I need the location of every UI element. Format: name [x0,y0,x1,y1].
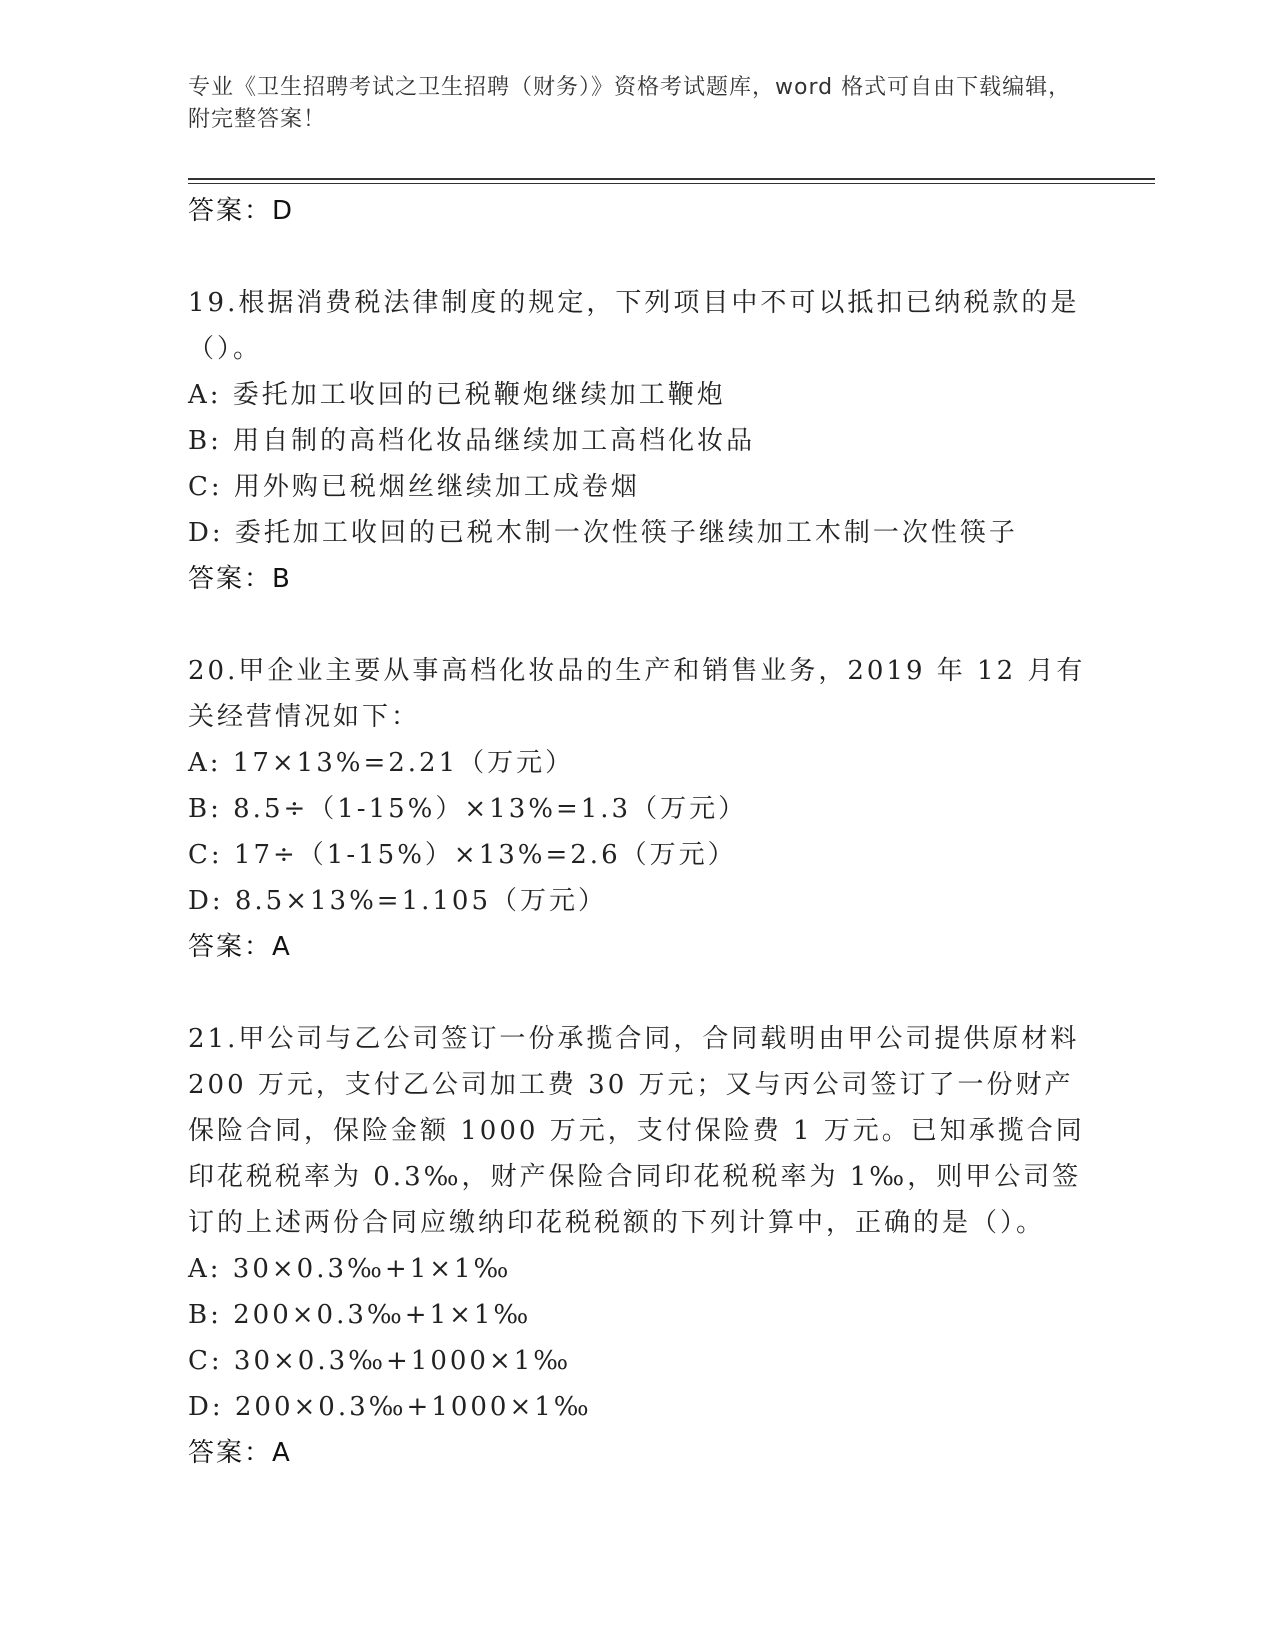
document-header: 专业《卫生招聘考试之卫生招聘（财务）》资格考试题库，word 格式可自由下载编辑，附完整答案！ [188,75,1072,132]
answer: 答案：A [188,1438,292,1468]
question-21 [188,1016,1088,1476]
option-c: C: 30×0.3‰+1000×1‰ [188,1346,572,1376]
option-c: C: 用外购已税烟丝继续加工成卷烟 [188,472,640,502]
answer: 答案：B [188,564,292,594]
option-a: A: 委托加工收回的已税鞭炮继续加工鞭炮 [188,380,726,410]
header-rule-thin [188,183,1155,184]
question-20 [188,648,1088,970]
option-a: A: 30×0.3‰+1×1‰ [188,1254,512,1284]
option-b: B: 用自制的高档化妆品继续加工高档化妆品 [188,426,756,456]
option-a: A: 17×13%=2.21（万元） [188,748,575,778]
document-body [188,188,1088,1476]
option-c: C: 17÷（1-15%）×13%=2.6（万元） [188,840,737,870]
header-rule-thick [188,178,1155,180]
answer-previous: 答案：D [188,196,295,226]
question-text: 19.根据消费税法律制度的规定，下列项目中不可以抵扣已纳税款的是（）。 [188,288,1080,364]
option-b: B: 200×0.3‰+1×1‰ [188,1300,532,1330]
answer: 答案：A [188,932,292,962]
option-b: B: 8.5÷（1-15%）×13%=1.3（万元） [188,794,748,824]
option-d: D: 8.5×13%=1.105（万元） [188,886,608,916]
question-text: 21.甲公司与乙公司签订一份承揽合同，合同载明由甲公司提供原材料 200 万元，支付乙公司加工费 30 万元；又与丙公司签订了一份财产保险合同，保险金额 1000 万元，支付保险费 1 万元。已知承揽合同印花税税率为 0.3‰，财产保险合同印花税税率为 1‰，则甲公司签订的上述两份合同应缴纳印花税税额的下列计算中，正确的是（）。 [188,1024,1085,1238]
option-d: D: 200×0.3‰+1000×1‰ [188,1392,592,1422]
question-19 [188,280,1088,602]
option-d: D: 委托加工收回的已税木制一次性筷子继续加工木制一次性筷子 [188,518,1018,548]
question-text: 20.甲企业主要从事高档化妆品的生产和销售业务，2019 年 12 月有关经营情况如下： [188,656,1086,732]
